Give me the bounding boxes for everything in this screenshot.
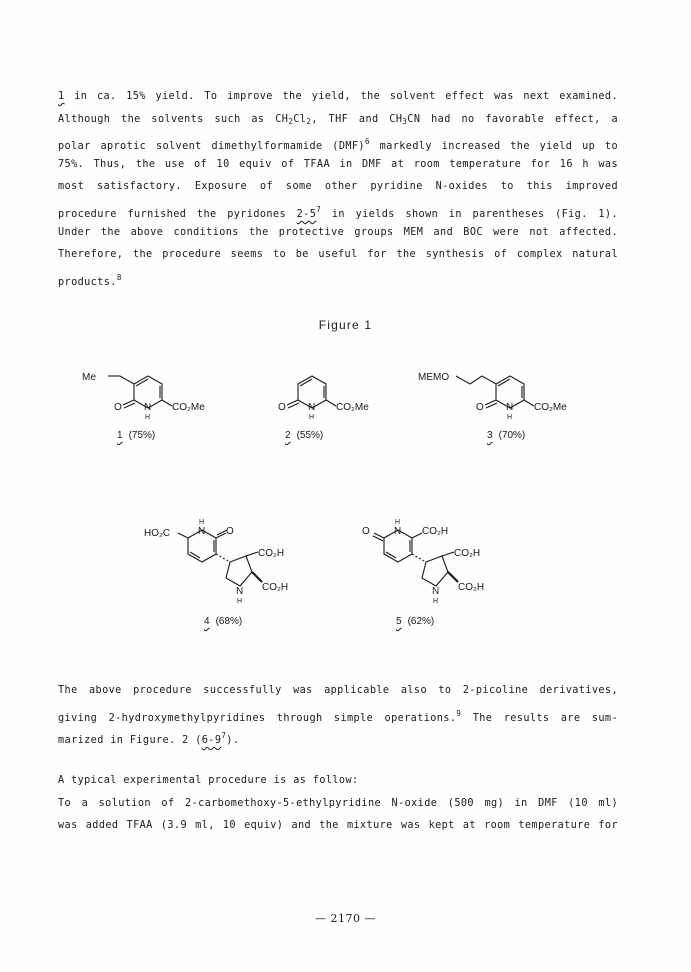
text-span: , THF and CH: [311, 113, 403, 125]
text-line: Therefore, the procedure seems to be useful for the synthesis of complex natural: [58, 249, 618, 261]
text-span: The results are sum-: [461, 712, 618, 724]
acid-label: CO₂H: [458, 582, 485, 593]
oxo-label: O: [278, 402, 286, 413]
hydrogen-label: H: [395, 519, 401, 526]
compound-yield: (68%): [215, 616, 243, 627]
acid-label: CO₂H: [262, 582, 289, 593]
structure-compound-2: [242, 358, 372, 424]
text-span: Cl: [293, 113, 307, 125]
page-number: — 2170 —: [315, 912, 376, 925]
nitrogen-label: N: [236, 586, 244, 597]
hydrogen-label: H: [507, 414, 513, 421]
compound-ref: 6-9: [201, 735, 222, 747]
oxo-label: O: [476, 402, 484, 413]
footnote-ref: 6: [364, 137, 370, 147]
text-span: procedure furnished the pyridones: [58, 208, 297, 220]
footnote-ref: 9: [456, 708, 462, 718]
text-line: Under the above conditions the protective groups MEM and BOC were not affected.: [58, 226, 618, 238]
compound-number: 1: [117, 430, 123, 441]
figure-title: Figure 1: [318, 318, 373, 332]
hydrogen-label: H: [199, 519, 205, 526]
text-line: 75%. Thus, the use of 10 equiv of TFAA in DMF at room temperature for 16 h was: [58, 158, 618, 170]
acid-label: CO₂H: [422, 526, 449, 537]
text-line: [58, 109, 618, 132]
compound-yield: (62%): [407, 616, 435, 627]
nitrogen-label: N: [394, 526, 402, 537]
oxo-label: O: [362, 526, 370, 537]
hydrogen-label: H: [237, 598, 243, 605]
text-line: [58, 199, 618, 222]
acid-label: HO₂C: [144, 528, 171, 539]
compound-yield: (75%): [128, 430, 156, 441]
compound-ref: 2-5: [296, 208, 317, 220]
acid-label: CO₂H: [454, 548, 481, 559]
subscript: 2: [306, 116, 312, 126]
text-span: polar aprotic solvent dimethylformamide (DMF): [58, 141, 365, 153]
compound-yield: (70%): [498, 430, 526, 441]
text-line: [58, 267, 618, 290]
memo-label: MEMO: [418, 372, 450, 383]
footnote-ref: 7: [221, 731, 227, 741]
caption-compound-1: [117, 430, 155, 441]
text-span: CN had no favorable effect, a: [407, 113, 618, 125]
compound-number: 4: [204, 616, 210, 627]
text-span: giving 2-hydroxymethylpyridines through simple operations.: [58, 712, 457, 724]
compound-yield: (55%): [296, 430, 324, 441]
caption-compound-3: [487, 430, 525, 441]
text-span: Although the solvents such as CH: [58, 113, 289, 125]
text-span: marized in Figure. 2 (: [58, 735, 202, 747]
structure-compound-4: [142, 512, 322, 612]
caption-compound-5: [396, 616, 434, 627]
structure-compound-3: [414, 358, 574, 424]
subscript: 3: [402, 116, 408, 126]
text-line: [58, 725, 618, 748]
compound-number: 2: [285, 430, 291, 441]
hydrogen-label: H: [433, 598, 439, 605]
text-span: products.: [58, 276, 117, 288]
text-span: in yields shown in parentheses (Fig. 1).: [321, 208, 618, 220]
nitrogen-label: N: [198, 526, 206, 537]
nitrogen-label: N: [432, 586, 440, 597]
paragraph-1: [58, 86, 618, 289]
footnote-ref: 7: [316, 204, 322, 214]
oxo-label: O: [114, 402, 122, 413]
text-line: The above procedure successfully was applicable also to 2-picoline derivatives,: [58, 685, 618, 696]
text-span: in ca. 15% yield. To improve the yield, the solvent effect was next examined.: [64, 91, 618, 102]
paragraph-2: [58, 680, 618, 748]
ester-label: CO₂Me: [172, 402, 205, 413]
caption-compound-2: [285, 430, 323, 441]
ester-label: CO₂Me: [534, 402, 567, 413]
structure-compound-5: [358, 512, 538, 612]
nitrogen-label: N: [144, 402, 152, 413]
text-line: [58, 703, 618, 726]
footnote-ref: 8: [116, 272, 122, 282]
ester-label: CO₂Me: [336, 402, 369, 413]
text-line: [58, 131, 618, 154]
nitrogen-label: N: [506, 402, 514, 413]
compound-number: 5: [396, 616, 402, 627]
text-line: most satisfactory. Exposure of some other pyridine N-oxides to this improved: [58, 181, 618, 193]
acid-label: CO₂H: [258, 548, 285, 559]
oxo-label: O: [226, 526, 234, 537]
text-line: A typical experimental procedure is as follow:: [58, 775, 359, 786]
text-line: was added TFAA (3.9 ml, 10 equiv) and the mixture was kept at room temperature for: [58, 820, 618, 832]
hydrogen-label: H: [309, 414, 315, 421]
nitrogen-label: N: [308, 402, 316, 413]
compound-ref: 1: [58, 91, 65, 102]
hydrogen-label: H: [145, 414, 151, 421]
text-line: To a solution of 2-carbomethoxy-5-ethylpyridine N-oxide (500 mg) in DMF (10 ml): [58, 797, 618, 809]
paragraph-3: [58, 770, 618, 838]
compound-number: 3: [487, 430, 493, 441]
structure-compound-1: [78, 358, 208, 424]
text-span: ).: [226, 735, 240, 747]
caption-compound-4: [204, 616, 242, 627]
subscript: 2: [288, 116, 294, 126]
me-label: Me: [82, 372, 96, 383]
text-span: markedly increased the yield up to: [369, 141, 618, 153]
text-line: [58, 86, 618, 109]
